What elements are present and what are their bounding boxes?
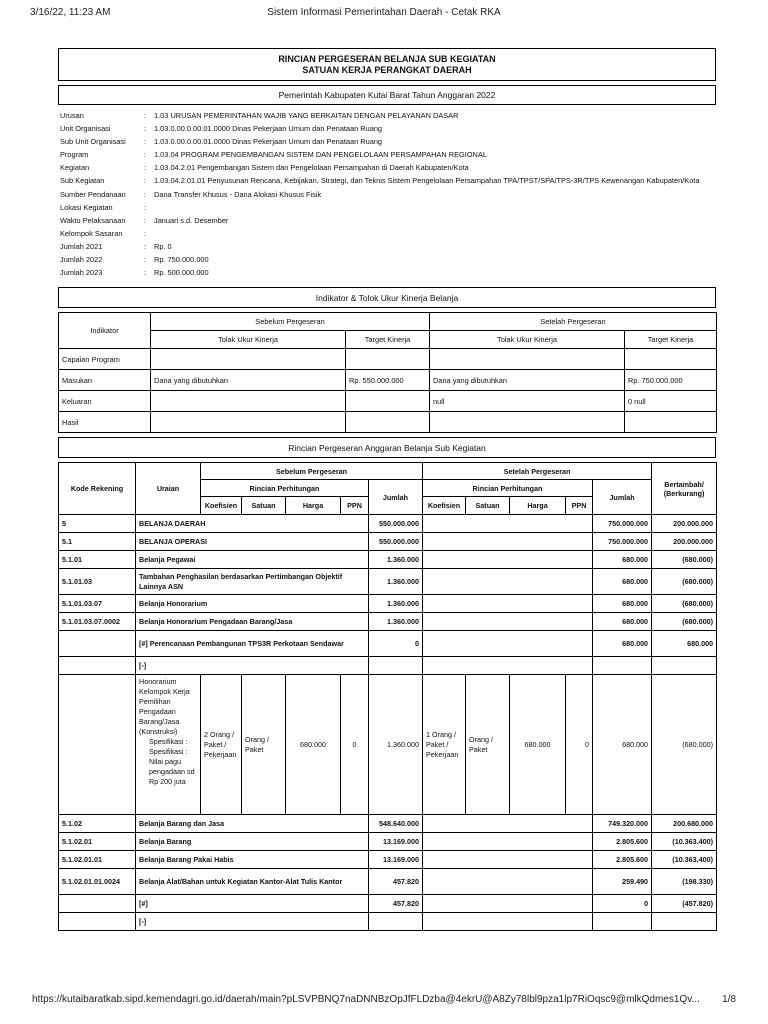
info-value: 1.03 URUSAN PEMERINTAHAN WAJIB YANG BERKAITAN DENGAN PELAYANAN DASAR [154, 111, 459, 120]
after-rincian-cell [423, 895, 593, 913]
jumlah-before-cell: 548.640.000 [369, 815, 423, 833]
selisih-cell: 680.000 [652, 631, 717, 657]
jumlah-after-cell: 680.000 [593, 631, 652, 657]
after-rincian-cell [423, 551, 593, 569]
before-header: Sebelum Pergeseran [151, 313, 430, 331]
jumlah-after-cell: 0 [593, 895, 652, 913]
info-block [58, 105, 716, 283]
before-header: Sebelum Pergeseran [201, 463, 423, 480]
selisih-cell: (680.000) [652, 595, 717, 613]
info-label: Lokasi Kegiatan [60, 203, 113, 212]
indikator-cell-a-tolak [430, 412, 625, 433]
uraian-cell: Belanja Barang dan Jasa [136, 815, 369, 833]
jumlah-after-cell [593, 913, 652, 931]
uraian-cell: Belanja Pegawai [136, 551, 369, 569]
rincian-row [59, 595, 717, 613]
selisih-cell: (10.363.400) [652, 851, 717, 869]
info-label: Jumlah 2022 [60, 255, 103, 264]
indikator-cell-a-target [625, 349, 717, 370]
info-separator: : [144, 163, 147, 172]
indikator-cell-a-target [625, 412, 717, 433]
kode-cell [59, 657, 136, 675]
kode-cell [59, 895, 136, 913]
print-header [0, 0, 768, 24]
jumlah-before-cell: 550.000.000 [369, 515, 423, 533]
info-separator: : [144, 203, 147, 212]
rincian-section-title: Rincian Pergeseran Anggaran Belanja Sub Kegiatan [58, 437, 716, 458]
kode-cell: 5.1.01.03.07 [59, 595, 136, 613]
after-rincian-cell [423, 657, 593, 675]
jumlah-before-cell: 0 [369, 631, 423, 657]
rincian-row [59, 533, 717, 551]
info-value: Rp. 750.000.000 [154, 255, 209, 264]
info-separator: : [144, 176, 147, 185]
uraian-cell: Belanja Alat/Bahan untuk Kegiatan Kantor-Alat Tulis Kantor [136, 869, 369, 895]
koef-b-cell: 2 Orang / Paket / Pekerjaan [201, 675, 242, 815]
rincian-row [59, 851, 717, 869]
selisih-cell: (198.330) [652, 869, 717, 895]
selisih-cell: 200.680.000 [652, 815, 717, 833]
rincian-row [59, 631, 717, 657]
info-row [60, 227, 714, 240]
uraian-header: Uraian [136, 463, 201, 515]
indikator-cell-b-target [346, 391, 430, 412]
bertambah-header: Bertambah/ (Berkurang) [652, 463, 717, 515]
kode-cell: 5.1.02.01 [59, 833, 136, 851]
before-satuan-header: Satuan [242, 497, 286, 515]
indikator-header: Indikator [59, 313, 151, 349]
selisih-cell: (10.363.400) [652, 833, 717, 851]
info-row [60, 122, 714, 135]
info-value [154, 227, 714, 240]
uraian-cell: [#] Perencanaan Pembangunan TPS3R Perkotaan Sendawar [136, 631, 369, 657]
indikator-row [59, 349, 717, 370]
kode-cell: 5.1.02.01.01.0024 [59, 869, 136, 895]
title-line-2: SATUAN KERJA PERANGKAT DAERAH [302, 65, 472, 75]
after-tolak-header: Tolak Ukur Kinerja [430, 331, 625, 349]
after-rincian-cell [423, 815, 593, 833]
info-value: Januari s.d. Desember [154, 216, 229, 225]
indikator-row [59, 370, 717, 391]
indikator-cell-name: Masukan [59, 370, 151, 391]
rincian-row [59, 815, 717, 833]
info-row [60, 201, 714, 214]
sat-b-cell: Orang / Paket [242, 675, 286, 815]
indikator-cell-b-tolak [151, 412, 346, 433]
selisih-cell: 200.000.000 [652, 515, 717, 533]
after-jumlah-header: Jumlah [593, 480, 652, 515]
jumlah-before-cell: 1.360.000 [369, 551, 423, 569]
rincian-row [59, 657, 717, 675]
selisih-cell: (680.000) [652, 569, 717, 595]
after-rincian-cell [423, 869, 593, 895]
pemda-title: Pemerintah Kabupaten Kutai Barat Tahun Anggaran 2022 [58, 85, 716, 105]
selisih-cell [652, 913, 717, 931]
before-rincian-header: Rincian Perhitungan [201, 480, 369, 497]
info-value [154, 201, 714, 214]
jumlah-before-cell: 1.360.000 [369, 569, 423, 595]
before-harga-header: Harga [286, 497, 341, 515]
document [58, 48, 716, 931]
after-rincian-cell [423, 851, 593, 869]
selisih-cell: (457.820) [652, 895, 717, 913]
indikator-cell-name: Capaian Program [59, 349, 151, 370]
indikator-cell-a-target: 0 null [625, 391, 717, 412]
info-label: Urusan [60, 111, 84, 120]
indikator-cell-b-tolak [151, 349, 346, 370]
rincian-row [59, 895, 717, 913]
info-separator: : [144, 111, 147, 120]
after-rincian-cell [423, 631, 593, 657]
indikator-cell-a-target: Rp. 750.000.000 [625, 370, 717, 391]
info-row [60, 135, 714, 148]
jumlah-before-cell [369, 913, 423, 931]
print-datetime: 3/16/22, 11:23 AM [30, 7, 111, 18]
after-rincian-cell [423, 533, 593, 551]
info-value: Rp. 0 [154, 242, 172, 251]
harga-a-cell: 680.000 [510, 675, 566, 815]
indikator-cell-b-target [346, 412, 430, 433]
selisih-cell: (680.000) [652, 551, 717, 569]
after-rincian-cell [423, 515, 593, 533]
print-url[interactable]: https://kutaibaratkab.sipd.kemendagri.go.id/daerah/main?pLSVPBNQ7naDNNBzOpJfFLDzba@4ekrU@A8Zy78lbl9pza1lp7RiOqsc9@mlkQdmes1Qv... [32, 994, 700, 1005]
info-row [60, 214, 714, 227]
after-rincian-header: Rincian Perhitungan [423, 480, 593, 497]
jumlah-after-cell: 2.805.600 [593, 833, 652, 851]
info-label: Jumlah 2023 [60, 268, 103, 277]
indikator-cell-b-tolak [151, 391, 346, 412]
kode-header: Kode Rekening [59, 463, 136, 515]
rincian-row [59, 551, 717, 569]
after-satuan-header: Satuan [466, 497, 510, 515]
kode-cell: 5.1.01 [59, 551, 136, 569]
indikator-cell-a-tolak: Dana yang dibutuhkan [430, 370, 625, 391]
info-separator: : [144, 229, 147, 238]
after-rincian-cell [423, 613, 593, 631]
info-value: 1.03.04 PROGRAM PENGEMBANGAN SISTEM DAN PENGELOLAAN PERSAMPAHAN REGIONAL [154, 150, 487, 159]
page-number: 1/8 [722, 994, 736, 1005]
selisih-cell [652, 657, 717, 675]
before-tolak-header: Tolak Ukur Kinerja [151, 331, 346, 349]
jumlah-before-cell: 550.000.000 [369, 533, 423, 551]
rincian-row [59, 913, 717, 931]
after-header: Setelah Pergeseran [423, 463, 652, 480]
selisih-cell: (680.000) [652, 613, 717, 631]
jumlah-before-cell: 457.820 [369, 895, 423, 913]
jumlah-before-cell: 13.169.000 [369, 851, 423, 869]
kode-cell [59, 631, 136, 657]
before-koefisien-header: Koefisien [201, 497, 242, 515]
indikator-row [59, 412, 717, 433]
kode-cell: 5.1.01.03.07.0002 [59, 613, 136, 631]
sat-a-cell: Orang / Paket [466, 675, 510, 815]
indikator-cell-b-target: Rp. 550.000.000 [346, 370, 430, 391]
before-ppn-header: PPN [341, 497, 369, 515]
jumlah-a-cell: 680.000 [593, 675, 652, 815]
indikator-cell-a-tolak: null [430, 391, 625, 412]
after-target-header: Target Kinerja [625, 331, 717, 349]
after-ppn-header: PPN [566, 497, 593, 515]
ppn-a-cell: 0 [566, 675, 593, 815]
kode-cell: 5.1.02 [59, 815, 136, 833]
uraian-cell: Belanja Barang Pakai Habis [136, 851, 369, 869]
jumlah-before-cell [369, 657, 423, 675]
indikator-table [58, 312, 717, 433]
info-separator: : [144, 124, 147, 133]
info-label: Kelompok Sasaran [60, 229, 123, 238]
after-harga-header: Harga [510, 497, 566, 515]
info-separator: : [144, 242, 147, 251]
info-label: Sumber Pendanaan [60, 190, 126, 199]
uraian-cell: Belanja Barang [136, 833, 369, 851]
kode-cell: 5.1 [59, 533, 136, 551]
jumlah-before-cell: 457.820 [369, 869, 423, 895]
uraian-text: Honorarium Kelompok Kerja Pemilihan Pengadaan Barang/Jasa (Konstruksi) [139, 677, 190, 736]
indikator-cell-name: Hasil [59, 412, 151, 433]
selisih-cell: 200.000.000 [652, 533, 717, 551]
rincian-row [59, 833, 717, 851]
info-label: Waktu Pelaksanaan [60, 216, 126, 225]
info-value: 1.03.0.00.0.00.01.0000 Dinas Pekerjaan Umum dan Penataan Ruang [154, 137, 383, 146]
info-value: 1.03.04.2.01 Pengembangan Sistem dan Pengelolaan Persampahan di Daerah Kabupaten/Kota [154, 163, 469, 172]
rincian-row [59, 675, 717, 815]
jumlah-after-cell: 2.805.600 [593, 851, 652, 869]
before-jumlah-header: Jumlah [369, 480, 423, 515]
info-label: Sub Kegiatan [60, 176, 105, 185]
indikator-cell-b-tolak: Dana yang dibutuhkan [151, 370, 346, 391]
after-rincian-cell [423, 833, 593, 851]
info-separator: : [144, 268, 147, 277]
info-value: 1.03.04.2.01.01 Penyusunan Rencana, Kebijakan, Strategi, dan Teknis Sistem Pengelolaan Persampahan TPA/TPST/SPA/TPS-3R/TPS Kewenangan Kabupaten/Kota [154, 176, 700, 185]
koef-a-cell: 1 Orang / Paket / Pekerjaan [423, 675, 466, 815]
info-separator: : [144, 255, 147, 264]
info-separator: : [144, 190, 147, 199]
indikator-cell-a-tolak [430, 349, 625, 370]
jumlah-after-cell: 750.000.000 [593, 515, 652, 533]
selisih-cell: (680.000) [652, 675, 717, 815]
rincian-row [59, 569, 717, 595]
jumlah-after-cell: 680.000 [593, 613, 652, 631]
document-title [58, 48, 716, 81]
jumlah-after-cell: 749.320.000 [593, 815, 652, 833]
jumlah-after-cell: 680.000 [593, 595, 652, 613]
kode-cell: 5 [59, 515, 136, 533]
uraian-cell: Tambahan Penghasilan berdasarkan Pertimbangan Objektif Lainnya ASN [136, 569, 369, 595]
info-separator: : [144, 150, 147, 159]
rincian-row [59, 613, 717, 631]
print-footer [0, 992, 768, 1012]
jumlah-after-cell: 259.490 [593, 869, 652, 895]
uraian-cell: [#] [136, 895, 369, 913]
info-label: Unit Organisasi [60, 124, 111, 133]
info-row [60, 174, 714, 188]
jumlah-after-cell: 750.000.000 [593, 533, 652, 551]
uraian-cell: Belanja Honorarium [136, 595, 369, 613]
uraian-cell: [-] [136, 657, 369, 675]
jumlah-before-cell: 1.360.000 [369, 595, 423, 613]
uraian-cell [136, 675, 201, 815]
info-label: Jumlah 2021 [60, 242, 103, 251]
after-header: Setelah Pergeseran [430, 313, 717, 331]
kode-cell: 5.1.01.03 [59, 569, 136, 595]
indikator-section-title: Indikator & Tolok Ukur Kinerja Belanja [58, 287, 716, 308]
info-row [60, 161, 714, 174]
after-rincian-cell [423, 913, 593, 931]
kode-cell [59, 913, 136, 931]
info-row [60, 253, 714, 266]
kode-cell: 5.1.02.01.01 [59, 851, 136, 869]
ppn-b-cell: 0 [341, 675, 369, 815]
info-value: Rp. 500.000.000 [154, 268, 209, 277]
uraian-cell: [-] [136, 913, 369, 931]
jumlah-after-cell: 680.000 [593, 569, 652, 595]
info-row [60, 109, 714, 122]
uraian-cell: BELANJA OPERASI [136, 533, 369, 551]
print-title: Sistem Informasi Pemerintahan Daerah - Cetak RKA [267, 7, 501, 18]
jumlah-before-cell: 1.360.000 [369, 613, 423, 631]
kode-cell [59, 675, 136, 815]
uraian-cell: BELANJA DAERAH [136, 515, 369, 533]
indikator-cell-name: Keluaran [59, 391, 151, 412]
jumlah-before-cell: 13.169.000 [369, 833, 423, 851]
rincian-row [59, 869, 717, 895]
info-label: Sub Unit Organisasi [60, 137, 126, 146]
rincian-table [58, 462, 717, 931]
info-row [60, 266, 714, 279]
after-rincian-cell [423, 569, 593, 595]
jumlah-after-cell: 680.000 [593, 551, 652, 569]
indikator-cell-b-target [346, 349, 430, 370]
info-separator: : [144, 216, 147, 225]
jumlah-b-cell: 1.360.000 [369, 675, 423, 815]
info-row [60, 188, 714, 201]
uraian-cell: Belanja Honorarium Pengadaan Barang/Jasa [136, 613, 369, 631]
rincian-row [59, 515, 717, 533]
after-koefisien-header: Koefisien [423, 497, 466, 515]
jumlah-after-cell [593, 657, 652, 675]
spesifikasi-text: Spesifikasi : Spesifikasi : Nilai pagu pengadaan sd Rp 200 juta [149, 737, 195, 786]
harga-b-cell: 680.000 [286, 675, 341, 815]
indikator-row [59, 391, 717, 412]
title-line-1: RINCIAN PERGESERAN BELANJA SUB KEGIATAN [278, 54, 496, 64]
info-row [60, 240, 714, 253]
info-value: Dana Transfer Khusus - Dana Alokasi Khusus Fisik [154, 190, 322, 199]
info-label: Kegiatan [60, 163, 90, 172]
after-rincian-cell [423, 595, 593, 613]
before-target-header: Target Kinerja [346, 331, 430, 349]
info-separator: : [144, 137, 147, 146]
info-row [60, 148, 714, 161]
info-value: 1.03.0.00.0.00.01.0000 Dinas Pekerjaan Umum dan Penataan Ruang [154, 124, 383, 133]
info-label: Program [60, 150, 89, 159]
